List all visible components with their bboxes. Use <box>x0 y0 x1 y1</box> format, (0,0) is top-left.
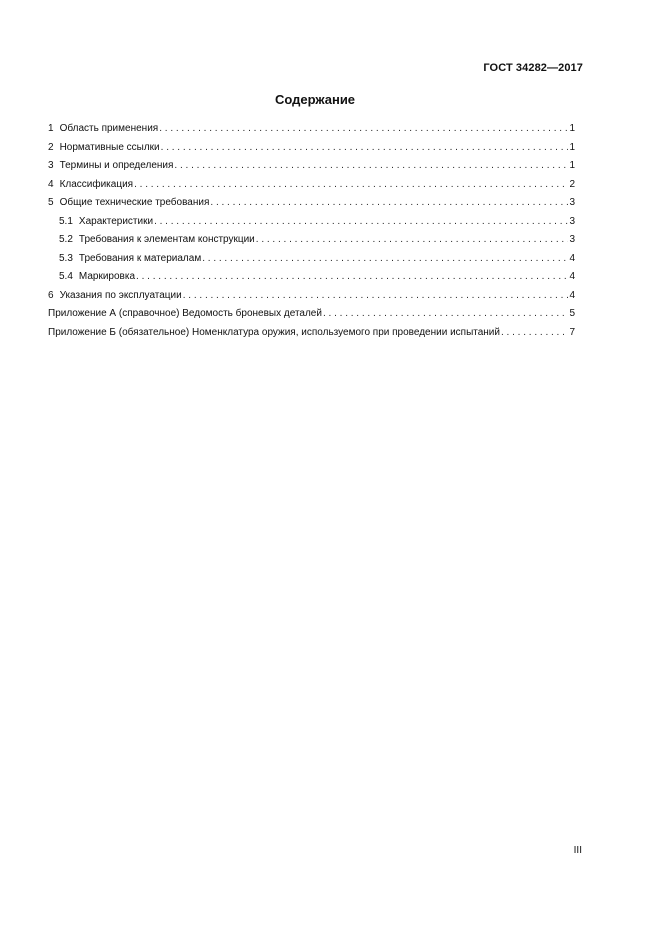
toc-entry-title: Указания по эксплуатации <box>59 289 182 301</box>
toc-dot-leader <box>256 233 569 246</box>
toc-entry[interactable] <box>48 252 575 271</box>
toc-entry-title: Характеристики <box>78 215 154 227</box>
toc-entry-page: 1 <box>569 141 575 153</box>
toc-entry-title: Классификация <box>59 178 134 190</box>
toc-entry-number: 1 <box>48 123 54 134</box>
toc-entry-number: 5.1 <box>59 215 73 227</box>
page-number: III <box>573 845 582 856</box>
toc-entry-title: Термины и определения <box>59 160 174 171</box>
table-of-contents <box>48 122 575 344</box>
toc-dot-leader <box>154 215 568 228</box>
toc-entry-page: 3 <box>569 234 575 245</box>
toc-entry[interactable] <box>48 215 575 234</box>
toc-entry-number: 6 <box>48 289 54 301</box>
toc-entry-page: 7 <box>569 326 575 338</box>
toc-entry[interactable] <box>48 233 575 252</box>
toc-dot-leader <box>210 196 568 209</box>
toc-entry-number: 3 <box>48 160 54 171</box>
toc-title: Содержание <box>274 92 356 107</box>
toc-entry[interactable] <box>48 307 575 326</box>
toc-entry[interactable] <box>48 289 575 308</box>
toc-dot-leader <box>323 307 568 320</box>
toc-entry[interactable] <box>48 326 575 345</box>
toc-entry[interactable] <box>48 159 575 178</box>
toc-dot-leader <box>174 159 568 172</box>
document-standard-id: ГОСТ 34282—2017 <box>483 62 583 74</box>
toc-entry-page: 3 <box>569 215 575 227</box>
toc-entry-number: 5.3 <box>59 252 73 264</box>
toc-dot-leader <box>161 141 569 154</box>
toc-entry-number: 5.2 <box>59 234 73 245</box>
toc-entry-page: 4 <box>569 252 575 264</box>
toc-entry-title: Требования к материалам <box>78 252 202 264</box>
toc-entry[interactable] <box>48 196 575 215</box>
toc-dot-leader <box>134 178 568 191</box>
toc-entry-title: Маркировка <box>78 271 136 282</box>
toc-entry-title: Общие технические требования <box>59 197 210 208</box>
toc-entry-page: 4 <box>569 271 575 282</box>
toc-entry-number: 4 <box>48 178 54 190</box>
toc-entry-page: 1 <box>569 160 575 171</box>
toc-entry-title: Приложение А (справочное) Ведомость броневых деталей <box>48 308 322 319</box>
toc-entry-number: 5.4 <box>59 271 73 282</box>
toc-entry-number: 2 <box>48 141 54 153</box>
toc-dot-leader <box>136 270 568 283</box>
toc-entry[interactable] <box>48 141 575 160</box>
toc-dot-leader <box>159 122 568 135</box>
toc-entry-page: 4 <box>569 289 575 301</box>
toc-entry-title: Приложение Б (обязательное) Номенклатура оружия, используемого при проведении испытаний <box>48 326 500 338</box>
toc-dot-leader <box>202 252 568 265</box>
toc-entry[interactable] <box>48 270 575 289</box>
toc-entry-title: Требования к элементам конструкции <box>78 234 255 245</box>
toc-entry-page: 2 <box>569 178 575 190</box>
toc-entry[interactable] <box>48 122 575 141</box>
toc-entry-page: 1 <box>569 123 575 134</box>
toc-dot-leader <box>183 289 569 302</box>
toc-entry[interactable] <box>48 178 575 197</box>
toc-entry-page: 3 <box>569 197 575 208</box>
toc-entry-title: Нормативные ссылки <box>59 141 160 153</box>
toc-dot-leader <box>501 326 568 339</box>
toc-entry-page: 5 <box>569 308 575 319</box>
toc-entry-number: 5 <box>48 197 54 208</box>
toc-entry-title: Область применения <box>59 123 159 134</box>
